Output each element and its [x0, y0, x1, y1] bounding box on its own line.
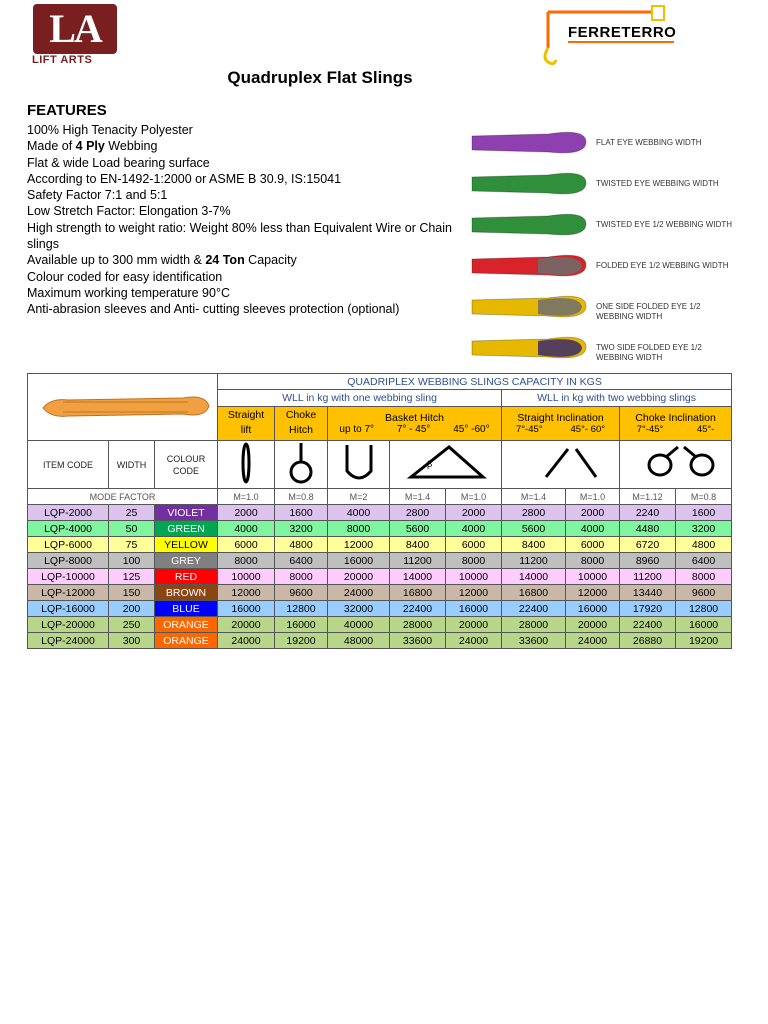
capacity-cell: 6720 [620, 537, 676, 553]
basket-7-45: 7° - 45° [396, 423, 431, 435]
colour-code-cell: ORANGE [155, 633, 218, 649]
feature-text: Webbing [104, 139, 158, 154]
feature-text: Available up to 300 mm width & [27, 253, 206, 268]
item-code-cell: LQP-4000 [28, 521, 109, 537]
feature-item [27, 203, 457, 219]
colour-code-cell: GREEN [155, 521, 218, 537]
capacity-cell: 24000 [218, 633, 275, 649]
capacity-cell: 9600 [275, 585, 328, 601]
feature-text: Flat & wide Load bearing surface [27, 155, 210, 170]
sling-eye-sample [472, 337, 586, 358]
table-row [28, 521, 732, 537]
capacity-cell: 32000 [328, 601, 390, 617]
features-heading: FEATURES [27, 102, 107, 119]
width-cell: 300 [109, 633, 155, 649]
capacity-cell: 19200 [275, 633, 328, 649]
capacity-cell: 6400 [275, 553, 328, 569]
capacity-cell: 2800 [390, 505, 446, 521]
capacity-cell: 14000 [502, 569, 566, 585]
choke-inclination-diagram [620, 441, 732, 489]
basket-up-to-7-diagram [328, 441, 390, 489]
capacity-cell: 4000 [218, 521, 275, 537]
feature-text: Safety Factor 7:1 and 5:1 [27, 188, 168, 203]
sling-eye-sample [472, 173, 586, 194]
capacity-cell: 28000 [390, 617, 446, 633]
item-code-cell: LQP-16000 [28, 601, 109, 617]
straight-inclination-diagram [502, 441, 620, 489]
width-cell: 200 [109, 601, 155, 617]
basket-up-to-7: up to 7° [339, 423, 375, 435]
feature-item [27, 285, 457, 301]
capacity-cell: 2000 [566, 505, 620, 521]
feature-text: Maximum working temperature 90°C [27, 285, 230, 300]
capacity-cell: 12800 [676, 601, 732, 617]
capacity-cell: 12000 [328, 537, 390, 553]
capacity-cell: 4000 [446, 521, 502, 537]
choke-hitch-diagram [275, 441, 328, 489]
straight-incl-45-60: 45°- 60° [570, 423, 606, 435]
capacity-cell: 4800 [275, 537, 328, 553]
straight-lift-line2: lift [240, 424, 252, 437]
capacity-cell: 1600 [676, 505, 732, 521]
eye-type-label: TWISTED EYE WEBBING WIDTH [596, 179, 719, 188]
choke-inclination-icon [626, 441, 726, 485]
choke-hitch-icon [286, 441, 316, 485]
capacity-cell: 40000 [328, 617, 390, 633]
width-cell: 75 [109, 537, 155, 553]
straight-lift-line1: Straight [227, 409, 265, 422]
straight-inclination-header [502, 406, 620, 440]
capacity-cell: 20000 [566, 617, 620, 633]
capacity-cell: 8000 [566, 553, 620, 569]
capacity-cell: 24000 [566, 633, 620, 649]
ferreterro-logo [542, 2, 682, 68]
feature-text: According to EN-1492-1:2000 or ASME B 30.9, IS:15041 [27, 171, 342, 186]
width-cell: 25 [109, 505, 155, 521]
capacity-table [27, 373, 732, 649]
choke-incl-45: 45°- [696, 423, 715, 435]
basket-45-60: 45° -60° [453, 423, 490, 435]
sling-eye-types-photo [468, 118, 738, 370]
capacity-cell: 1600 [275, 505, 328, 521]
capacity-cell: 8000 [328, 521, 390, 537]
capacity-cell: 26880 [620, 633, 676, 649]
features-list [27, 122, 457, 318]
capacity-cell: 5600 [390, 521, 446, 537]
capacity-cell: 16000 [275, 617, 328, 633]
capacity-cell: 3200 [676, 521, 732, 537]
capacity-cell: 4480 [620, 521, 676, 537]
two-slings-header: WLL in kg with two webbing slings [502, 390, 732, 406]
colour-code-header [155, 441, 218, 489]
table-row [28, 601, 732, 617]
colour-code-cell: YELLOW [155, 537, 218, 553]
sling-eye-sample [472, 132, 586, 153]
capacity-cell: 12800 [275, 601, 328, 617]
capacity-cell: 4000 [328, 505, 390, 521]
capacity-cell: 11200 [620, 569, 676, 585]
width-cell: 150 [109, 585, 155, 601]
table-row [28, 585, 732, 601]
capacity-cell: 6400 [676, 553, 732, 569]
capacity-cell: 24000 [446, 633, 502, 649]
capacity-cell: 12000 [566, 585, 620, 601]
capacity-cell: 2800 [502, 505, 566, 521]
feature-item [27, 187, 457, 203]
basket-angle-beta: β [426, 459, 432, 469]
item-code-cell: LQP-24000 [28, 633, 109, 649]
straight-lift-header [218, 406, 275, 440]
straight-lift-icon [236, 441, 256, 485]
capacity-cell: 20000 [328, 569, 390, 585]
capacity-cell: 9600 [676, 585, 732, 601]
mode-factor-cell: M=1.4 [502, 489, 566, 505]
basket-angle-icon [401, 441, 491, 485]
straight-incl-7-45: 7°-45° [515, 423, 543, 435]
capacity-cell: 4000 [566, 521, 620, 537]
capacity-cell: 2000 [446, 505, 502, 521]
capacity-cell: 22400 [502, 601, 566, 617]
basket-hitch-header [328, 406, 502, 440]
capacity-cell: 6000 [218, 537, 275, 553]
sling-eye-types-drawing [468, 118, 738, 370]
straight-inclination-icon [516, 441, 606, 485]
mode-factor-cell: M=2 [328, 489, 390, 505]
eye-type-label: ONE SIDE FOLDED EYE 1/2 WEBBING WIDTH [596, 302, 701, 321]
feature-bold-text: 4 Ply [75, 139, 105, 154]
capacity-cell: 10000 [218, 569, 275, 585]
colour-code-cell: BLUE [155, 601, 218, 617]
choke-hitch-line1: Choke [285, 409, 317, 422]
capacity-cell: 8000 [446, 553, 502, 569]
capacity-cell: 48000 [328, 633, 390, 649]
capacity-cell: 4800 [676, 537, 732, 553]
sling-eye-sample [472, 296, 586, 317]
feature-text: 100% High Tenacity Polyester [27, 123, 193, 137]
colour-code-cell: RED [155, 569, 218, 585]
mode-factor-row [28, 489, 732, 505]
item-code-cell: LQP-10000 [28, 569, 109, 585]
capacity-cell: 12000 [218, 585, 275, 601]
mode-factor-cell: M=1.0 [218, 489, 275, 505]
capacity-cell: 8000 [676, 569, 732, 585]
table-title: QUADRIPLEX WEBBING SLINGS CAPACITY IN KGS [218, 374, 732, 390]
capacity-cell: 28000 [502, 617, 566, 633]
item-code-cell: LQP-8000 [28, 553, 109, 569]
capacity-cell: 24000 [328, 585, 390, 601]
choke-incl-7-45: 7°-45° [636, 423, 664, 435]
item-code-header: ITEM CODE [28, 441, 109, 489]
feature-item [27, 155, 457, 171]
feature-text: High strength to weight ratio: Weight 80% less than Equivalent Wire or Chain slings [27, 220, 452, 252]
capacity-cell: 10000 [566, 569, 620, 585]
feature-item [27, 252, 457, 268]
table-row [28, 617, 732, 633]
capacity-cell: 5600 [502, 521, 566, 537]
capacity-cell: 33600 [390, 633, 446, 649]
mode-factor-cell: M=0.8 [676, 489, 732, 505]
colour-code-line2: CODE [173, 465, 200, 476]
feature-text: Colour coded for easy identification [27, 269, 223, 284]
feature-item [27, 269, 457, 285]
lift-arts-logo [30, 4, 120, 64]
logo-company-name: LIFT ARTS [32, 54, 93, 66]
capacity-cell: 16000 [218, 601, 275, 617]
sling-eye-sample [472, 255, 586, 276]
capacity-cell: 11200 [390, 553, 446, 569]
capacity-cell: 8400 [390, 537, 446, 553]
colour-code-cell: VIOLET [155, 505, 218, 521]
eye-type-label: FLAT EYE WEBBING WIDTH [596, 138, 702, 147]
mode-factor-cell: M=1.0 [566, 489, 620, 505]
eye-type-label: FOLDED EYE 1/2 WEBBING WIDTH [596, 261, 729, 270]
feature-item [27, 220, 457, 253]
feature-text: Capacity [244, 253, 297, 268]
item-code-cell: LQP-12000 [28, 585, 109, 601]
capacity-cell: 3200 [275, 521, 328, 537]
width-header: WIDTH [109, 441, 155, 489]
basket-hitch-icon [341, 441, 377, 485]
table-row [28, 633, 732, 649]
mode-factor-cell: M=1.4 [390, 489, 446, 505]
feature-item [27, 138, 457, 154]
capacity-cell: 20000 [446, 617, 502, 633]
table-row [28, 537, 732, 553]
capacity-cell: 12000 [446, 585, 502, 601]
table-row [28, 505, 732, 521]
sling-product-image [28, 374, 218, 441]
capacity-cell: 6000 [566, 537, 620, 553]
choke-inclination-label: Choke Inclination [635, 411, 716, 424]
colour-code-cell: BROWN [155, 585, 218, 601]
capacity-cell: 16800 [390, 585, 446, 601]
choke-hitch-header [275, 406, 328, 440]
capacity-cell: 8000 [275, 569, 328, 585]
capacity-cell: 6000 [446, 537, 502, 553]
capacity-cell: 14000 [390, 569, 446, 585]
capacity-cell: 16800 [502, 585, 566, 601]
capacity-cell: 8000 [218, 553, 275, 569]
item-code-cell: LQP-20000 [28, 617, 109, 633]
capacity-cell: 16000 [446, 601, 502, 617]
capacity-cell: 2000 [218, 505, 275, 521]
capacity-cell: 8400 [502, 537, 566, 553]
feature-text: Made of [27, 139, 76, 154]
capacity-cell: 17920 [620, 601, 676, 617]
one-sling-header: WLL in kg with one webbing sling [218, 390, 502, 406]
capacity-cell: 19200 [676, 633, 732, 649]
capacity-cell: 8960 [620, 553, 676, 569]
eye-type-label: TWO SIDE FOLDED EYE 1/2 WEBBING WIDTH [596, 343, 702, 362]
capacity-cell: 22400 [620, 617, 676, 633]
basket-hitch-label: Basket Hitch [385, 411, 444, 424]
orange-sling-image [33, 386, 213, 426]
capacity-cell: 22400 [390, 601, 446, 617]
mode-factor-cell: M=1.0 [446, 489, 502, 505]
width-cell: 250 [109, 617, 155, 633]
choke-inclination-header [620, 406, 732, 440]
mode-factor-cell: M=0.8 [275, 489, 328, 505]
width-cell: 100 [109, 553, 155, 569]
straight-lift-diagram [218, 441, 275, 489]
mode-factor-label: MODE FACTOR [28, 489, 218, 505]
capacity-cell: 11200 [502, 553, 566, 569]
capacity-cell: 16000 [328, 553, 390, 569]
table-row [28, 553, 732, 569]
capacity-cell: 10000 [446, 569, 502, 585]
mode-factor-cell: M=1.12 [620, 489, 676, 505]
logo-mark-text: LA [49, 6, 101, 51]
capacity-cell: 16000 [676, 617, 732, 633]
colour-code-line1: COLOUR [166, 453, 206, 464]
colour-code-cell: ORANGE [155, 617, 218, 633]
sling-eye-sample [472, 214, 586, 235]
colour-code-cell: GREY [155, 553, 218, 569]
item-code-cell: LQP-6000 [28, 537, 109, 553]
capacity-cell: 20000 [218, 617, 275, 633]
table-row [28, 569, 732, 585]
capacity-cell: 33600 [502, 633, 566, 649]
straight-inclination-label: Straight Inclination [517, 411, 604, 424]
page-title: Quadruplex Flat Slings [227, 68, 413, 87]
logo-company-name: FERRETERRO [568, 24, 677, 41]
choke-hitch-line2: Hitch [289, 424, 313, 437]
feature-text: Low Stretch Factor: Elongation 3-7% [27, 204, 231, 219]
capacity-cell: 13440 [620, 585, 676, 601]
eye-type-label: TWISTED EYE 1/2 WEBBING WIDTH [596, 220, 733, 229]
feature-item [27, 171, 457, 187]
item-code-cell: LQP-2000 [28, 505, 109, 521]
width-cell: 50 [109, 521, 155, 537]
feature-item [27, 122, 457, 138]
capacity-cell: 16000 [566, 601, 620, 617]
width-cell: 125 [109, 569, 155, 585]
feature-item [27, 301, 457, 317]
feature-text: Anti-abrasion sleeves and Anti- cutting sleeves protection (optional) [27, 302, 400, 317]
basket-angle-diagram [390, 441, 502, 489]
feature-bold-text: 24 Ton [205, 253, 245, 268]
capacity-cell: 2240 [620, 505, 676, 521]
